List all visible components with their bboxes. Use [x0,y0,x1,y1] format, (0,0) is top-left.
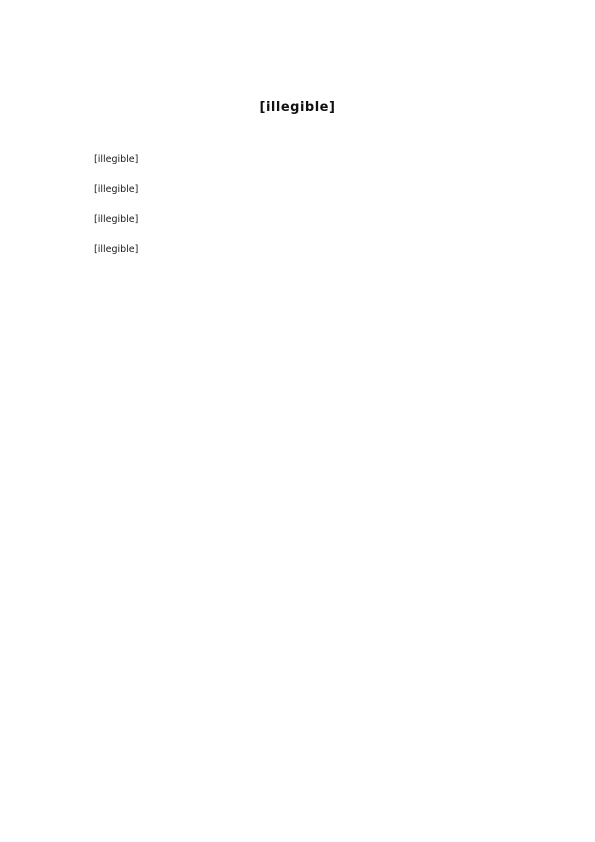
document-title: [illegible] [259,100,336,115]
paragraph-3: [illegible] [94,214,139,225]
paragraph-2: [illegible] [94,184,139,195]
paragraph-1: [illegible] [94,154,139,165]
paragraph-4: [illegible] [94,244,139,255]
document-body [84,150,514,270]
